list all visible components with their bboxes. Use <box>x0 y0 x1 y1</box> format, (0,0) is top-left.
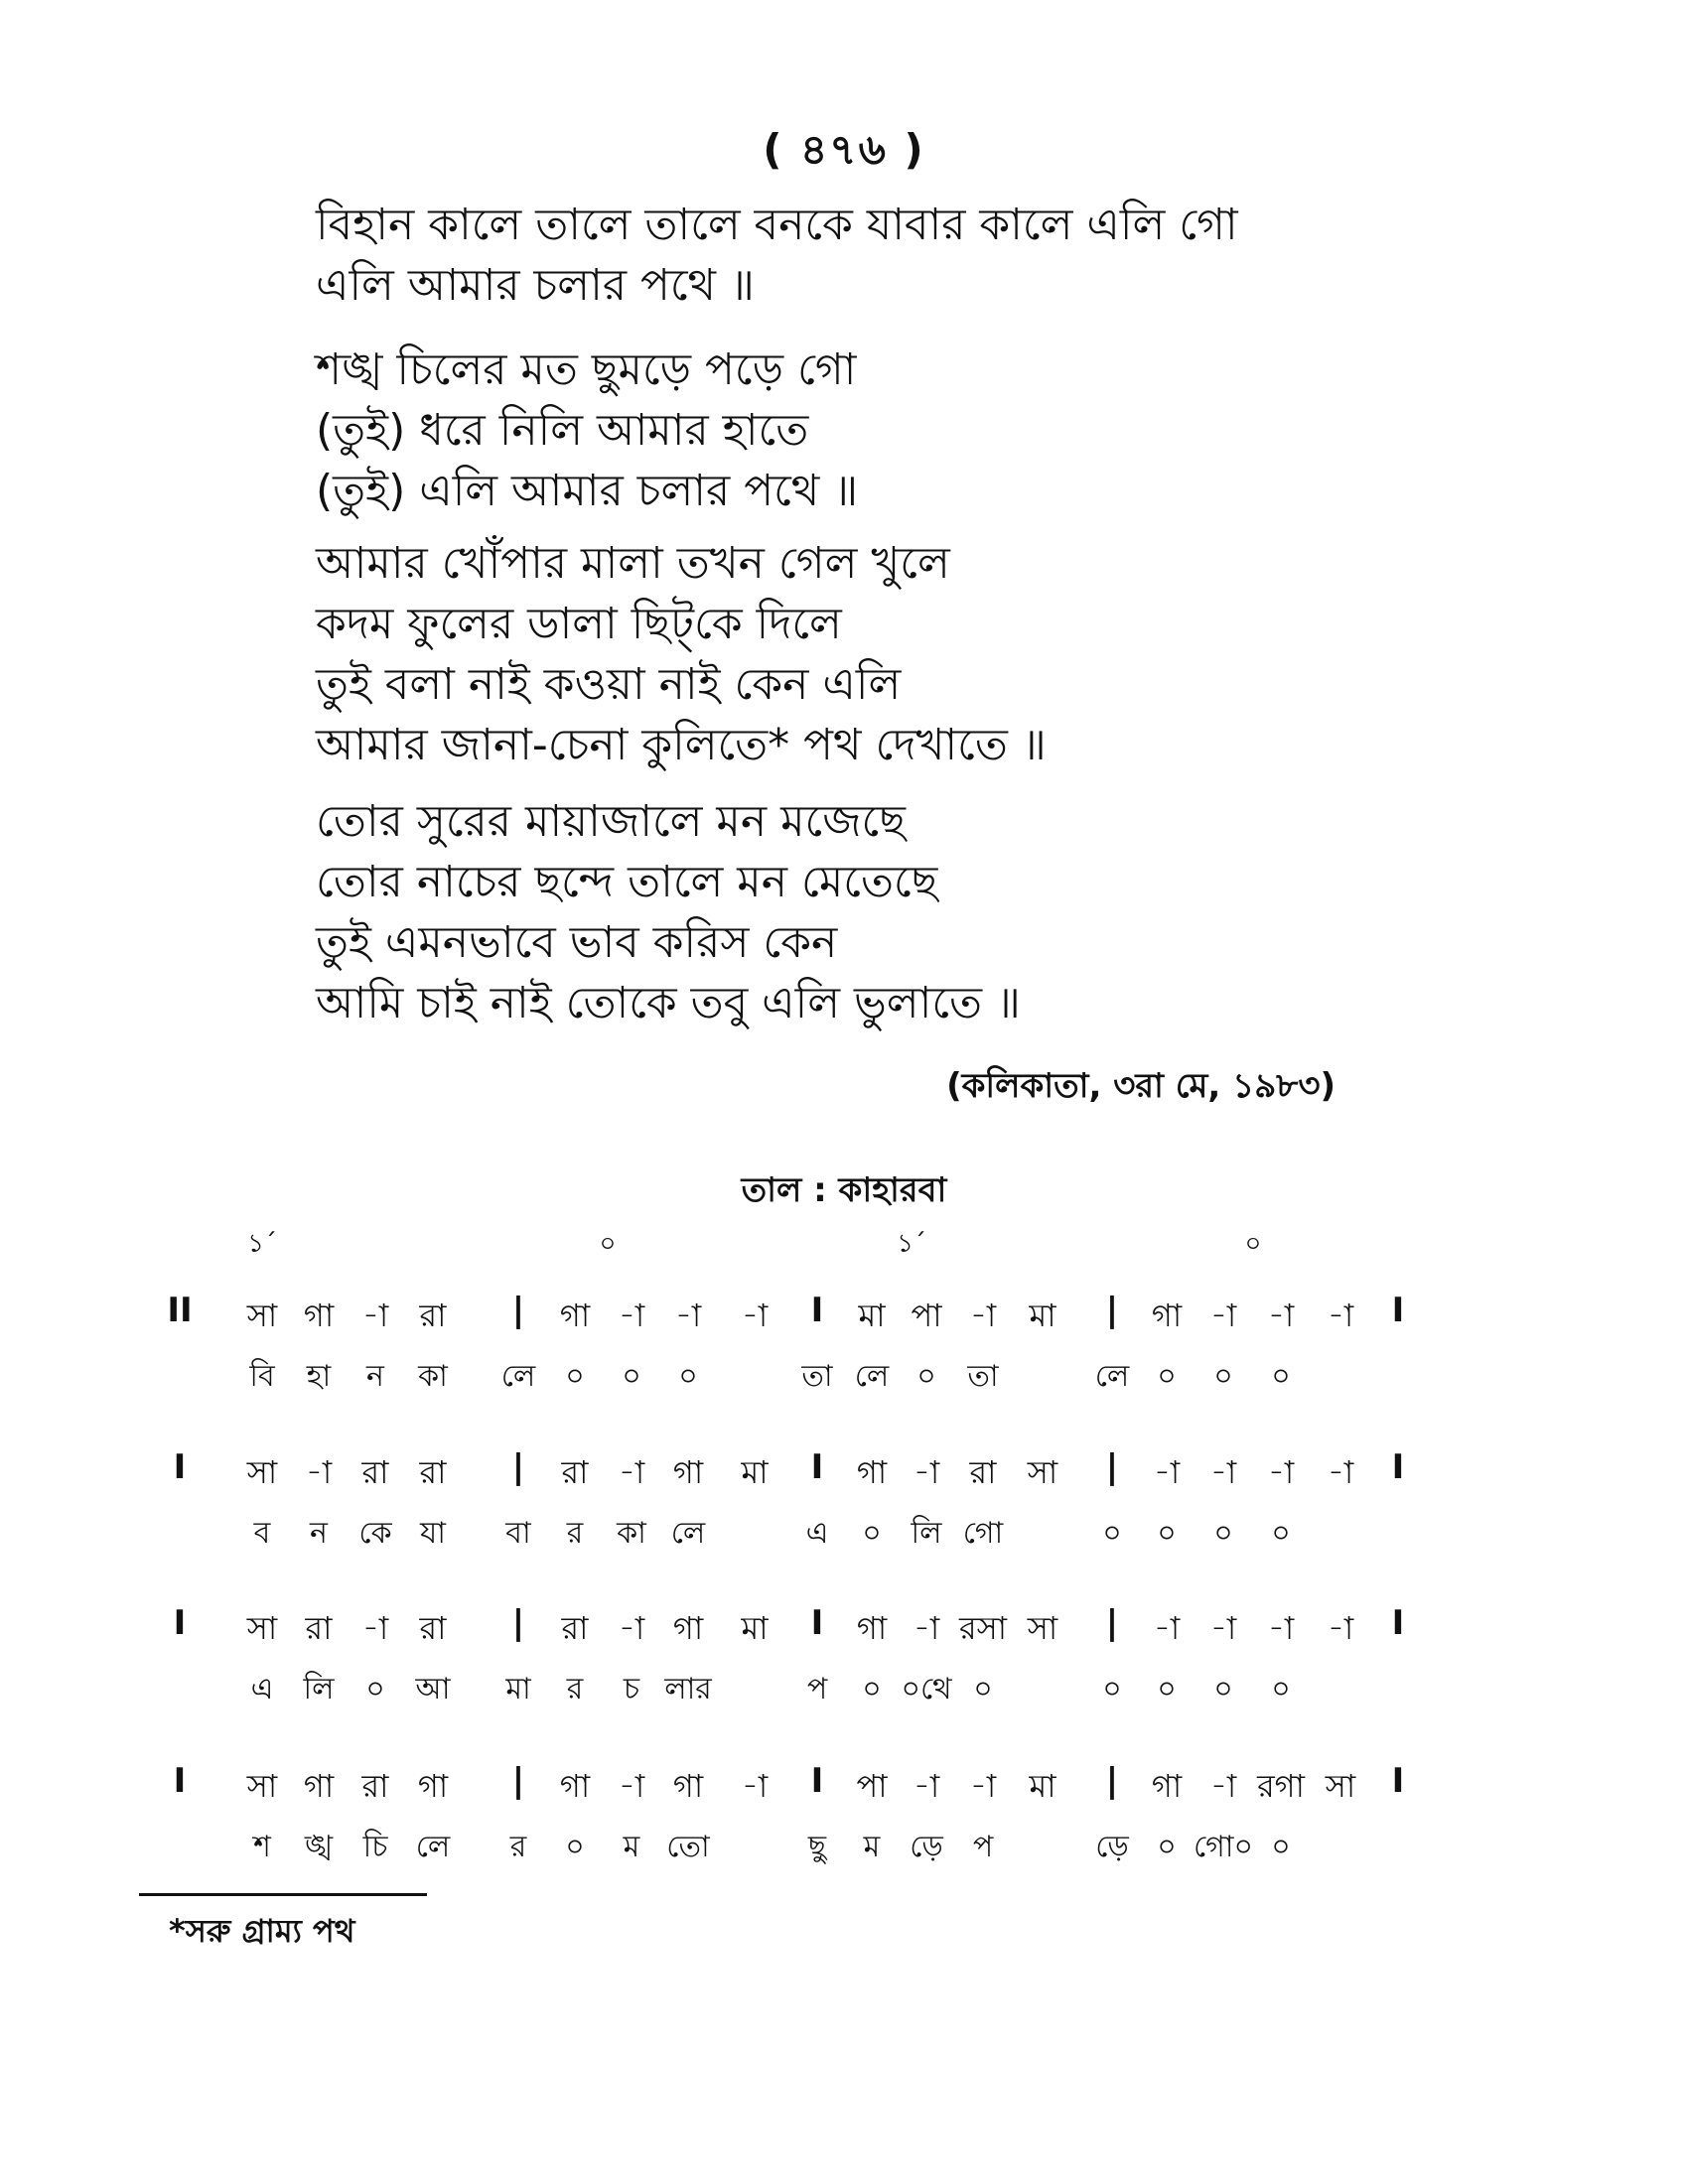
swara-note: সা <box>246 1453 278 1491</box>
swara-note: পা <box>911 1297 942 1334</box>
swara-note: রসা <box>958 1609 1008 1647</box>
lyric-syllable: কে <box>358 1516 392 1551</box>
beat-mark: ১´ <box>247 1229 277 1259</box>
lyric-syllable: ০ <box>565 1830 585 1864</box>
swara-note: -া <box>1209 1297 1237 1334</box>
swara-note: গা <box>1151 1767 1183 1805</box>
bar-line: II <box>167 1291 193 1330</box>
bar-line: I <box>810 1603 824 1643</box>
lyric-syllable: লে <box>500 1359 536 1394</box>
poem-line: (তুই) এলি আমার চলার পথে ॥ <box>316 466 859 516</box>
footnote: *সরু গ্রাম্য পথ <box>169 1912 355 1950</box>
lyric-syllable: ড়ে <box>910 1830 943 1864</box>
swara-note: রা <box>361 1767 389 1805</box>
swara-note: -া <box>969 1297 997 1334</box>
lyric-syllable: গো০ <box>1193 1830 1254 1864</box>
lyric-syllable: তা <box>801 1359 833 1394</box>
swara-note: সা <box>1027 1453 1058 1491</box>
lyric-syllable: লার <box>664 1672 712 1706</box>
swara-note: -া <box>1153 1453 1181 1491</box>
lyric-syllable: র <box>566 1672 584 1706</box>
swara-note: মা <box>1029 1297 1056 1334</box>
swara-note: -া <box>618 1609 645 1647</box>
lyric-syllable: লি <box>911 1516 942 1551</box>
swara-note: -া <box>1267 1609 1295 1647</box>
lyric-syllable: ০ <box>862 1672 882 1706</box>
lyric-syllable: চ <box>623 1672 640 1706</box>
swara-note: রা <box>561 1609 589 1647</box>
bar-line: I <box>173 1603 187 1643</box>
swara-note: -া <box>913 1767 940 1805</box>
lyric-syllable: ০ <box>1271 1830 1291 1864</box>
lyric-syllable: ০ <box>1157 1516 1177 1551</box>
swara-note: -া <box>1327 1453 1354 1491</box>
lyric-syllable: ব <box>253 1516 271 1551</box>
lyric-syllable: লে <box>1094 1359 1130 1394</box>
bar-line: | <box>1105 1291 1119 1330</box>
lyric-syllable: লে <box>854 1359 890 1394</box>
lyric-syllable: গো <box>962 1516 1004 1551</box>
swara-note: -া <box>1209 1609 1237 1647</box>
bar-line: I <box>810 1761 824 1801</box>
swara-note: রা <box>419 1297 447 1334</box>
swara-note: গা <box>672 1767 704 1805</box>
lyric-syllable: কা <box>418 1359 448 1394</box>
lyric-syllable: ০ <box>1271 1672 1291 1706</box>
swara-note: গা <box>417 1767 449 1805</box>
swara-note: -া <box>1327 1297 1354 1334</box>
lyric-syllable: কা <box>617 1516 646 1551</box>
lyric-syllable: ০ <box>1213 1359 1233 1394</box>
lyric-syllable: ০ <box>565 1359 585 1394</box>
swara-note: গা <box>856 1453 888 1491</box>
swara-note: গা <box>303 1767 335 1805</box>
swara-note: -া <box>305 1453 333 1491</box>
lyric-syllable: ০ <box>1271 1359 1291 1394</box>
lyric-syllable: আ <box>415 1672 451 1706</box>
swara-note: সা <box>1027 1609 1058 1647</box>
bar-line: I <box>173 1761 187 1801</box>
beat-mark: ০ <box>599 1229 617 1259</box>
swara-note: গা <box>559 1767 591 1805</box>
swara-note: রা <box>361 1453 389 1491</box>
lyric-syllable: র <box>509 1830 527 1864</box>
poem-line: আমার খোঁপার মালা তখন গেল খুলে <box>316 538 950 589</box>
swara-note: গা <box>559 1297 591 1334</box>
swara-note: -া <box>969 1767 997 1805</box>
bar-line: | <box>511 1447 525 1487</box>
lyric-syllable: ন <box>366 1359 384 1394</box>
bar-line: | <box>511 1603 525 1643</box>
lyric-syllable: হা <box>306 1359 332 1394</box>
swara-note: -া <box>1327 1609 1354 1647</box>
stanza-4 <box>316 791 1408 1033</box>
lyric-syllable: ০ <box>1157 1359 1177 1394</box>
lyric-syllable: ০ <box>678 1359 698 1394</box>
lyric-syllable: ০ <box>1157 1830 1177 1864</box>
lyric-syllable: ০ <box>1213 1516 1233 1551</box>
lyric-syllable: লি <box>303 1672 335 1706</box>
swara-note: মা <box>741 1609 769 1647</box>
lyric-syllable: এ <box>805 1516 829 1551</box>
swara-note: রা <box>305 1609 333 1647</box>
lyric-syllable: ড়ে <box>1095 1830 1129 1864</box>
poem-line: (তুই) ধরে নিলি আমার হাতে <box>316 405 809 456</box>
lyric-syllable: ন <box>310 1516 328 1551</box>
footnote-divider <box>139 1893 427 1896</box>
swara-note: রা <box>419 1453 447 1491</box>
bar-line: | <box>1105 1447 1119 1487</box>
lyric-syllable: তা <box>967 1359 999 1394</box>
beat-mark: ০ <box>1244 1229 1262 1259</box>
lyric-syllable: ০ <box>1102 1516 1122 1551</box>
swara-note: -া <box>1209 1453 1237 1491</box>
swara-note: -া <box>1209 1767 1237 1805</box>
bar-line: | <box>511 1291 525 1330</box>
swara-note: সা <box>246 1767 278 1805</box>
stanza-3 <box>316 533 1408 775</box>
swara-note: পা <box>856 1767 888 1805</box>
lyric-syllable: লে <box>415 1830 451 1864</box>
swara-note: -া <box>618 1453 645 1491</box>
swara-note: -া <box>1267 1453 1295 1491</box>
lyric-syllable: বি <box>249 1359 275 1394</box>
lyric-syllable: চি <box>362 1830 388 1864</box>
bar-line: I <box>810 1447 824 1487</box>
swara-note: সা <box>1325 1767 1356 1805</box>
lyric-syllable: বা <box>505 1516 531 1551</box>
bar-line: I <box>810 1291 824 1330</box>
lyric-syllable: প <box>806 1672 828 1706</box>
poem-line: কদম ফুলের ডালা ছিট্‌কে দিলে <box>316 599 842 649</box>
swara-note: গা <box>672 1453 704 1491</box>
swara-note: মা <box>1029 1767 1056 1805</box>
swara-note: -া <box>741 1767 769 1805</box>
poem-line: এলি আমার চলার পথে ॥ <box>316 260 755 311</box>
tala-heading: তাল : কাহারবা <box>741 1170 947 1210</box>
poem-line: বিহান কালে তালে তালে বনকে যাবার কালে এলি গো <box>316 200 1238 250</box>
stanza-2 <box>316 340 1408 521</box>
swara-note: গা <box>672 1609 704 1647</box>
lyric-syllable: ০ <box>862 1516 882 1551</box>
lyric-syllable: ০থে <box>901 1672 952 1706</box>
bar-line: | <box>1105 1603 1119 1643</box>
bar-line: I <box>1391 1761 1405 1801</box>
poem-line: শঙ্খ চিলের মত ছুমড়ে পড়ে গো <box>316 344 857 395</box>
swara-note: -া <box>1153 1609 1181 1647</box>
bar-line: I <box>1391 1447 1405 1487</box>
bar-line: I <box>1391 1603 1405 1643</box>
lyric-syllable: প <box>972 1830 994 1864</box>
bar-line: | <box>511 1761 525 1801</box>
swara-note: -া <box>741 1297 769 1334</box>
bar-line: I <box>1391 1291 1405 1330</box>
poem-line: তোর নাচের ছন্দে তালে মন মেতেছে <box>316 857 938 907</box>
swara-note: রা <box>419 1609 447 1647</box>
lyric-syllable: এ <box>250 1672 274 1706</box>
lyric-syllable: ঙ্খ <box>304 1830 334 1864</box>
poem-line: আমি চাই নাই তোকে তবু এলি ভুলাতে ॥ <box>316 978 1021 1028</box>
poem-line: তুই বলা নাই কওয়া নাই কেন এলি <box>316 659 902 710</box>
swara-note: গা <box>303 1297 335 1334</box>
lyric-syllable: ০ <box>1271 1516 1291 1551</box>
lyric-syllable: ০ <box>1102 1672 1122 1706</box>
lyric-syllable: যা <box>420 1516 446 1551</box>
poem-line: আমার জানা-চেনা কুলিতে* পথ দেখাতে ॥ <box>316 720 1047 770</box>
lyric-syllable: ০ <box>365 1672 385 1706</box>
lyric-syllable: লে <box>670 1516 706 1551</box>
stanza-1 <box>316 195 1408 316</box>
lyric-syllable: ছু <box>807 1830 827 1864</box>
swara-note: সা <box>246 1609 278 1647</box>
bar-line: I <box>173 1447 187 1487</box>
lyric-syllable: শ <box>253 1830 271 1864</box>
swara-note: মা <box>858 1297 886 1334</box>
poem-line: তুই এমনভাবে ভাব করিস কেন <box>316 917 838 968</box>
poem-line: তোর সুরের মায়াজালে মন মজেছে <box>316 796 906 847</box>
swara-note: -া <box>913 1609 940 1647</box>
beat-mark: ১´ <box>897 1229 926 1259</box>
page-number: ( ৪৭৬ ) <box>763 125 925 174</box>
swara-note: -া <box>618 1297 645 1334</box>
swara-note: গা <box>1151 1297 1183 1334</box>
swara-note: -া <box>361 1297 389 1334</box>
lyric-syllable: ০ <box>1213 1672 1233 1706</box>
swara-note: সা <box>246 1297 278 1334</box>
swara-note: -া <box>618 1767 645 1805</box>
bar-line: | <box>1105 1761 1119 1801</box>
lyric-syllable: তো <box>666 1830 710 1864</box>
lyric-syllable: ম <box>623 1830 640 1864</box>
swara-note: -া <box>361 1609 389 1647</box>
swara-note: -া <box>674 1297 702 1334</box>
lyric-syllable: ০ <box>622 1359 641 1394</box>
composition-source: (কলিকাতা, ৩রা মে, ১৯৮৩) <box>946 1066 1336 1106</box>
swara-note: -া <box>913 1453 940 1491</box>
lyric-syllable: ০ <box>973 1672 993 1706</box>
swara-note: মা <box>741 1453 769 1491</box>
swara-note: -া <box>1267 1297 1295 1334</box>
swara-note: রা <box>561 1453 589 1491</box>
lyric-syllable: ০ <box>1157 1672 1177 1706</box>
lyric-syllable: মা <box>505 1672 531 1706</box>
swara-note: রা <box>969 1453 997 1491</box>
lyric-syllable: ০ <box>916 1359 936 1394</box>
swara-note: রগা <box>1257 1767 1305 1805</box>
lyric-syllable: ম <box>863 1830 881 1864</box>
lyric-syllable: র <box>566 1516 584 1551</box>
swara-note: গা <box>856 1609 888 1647</box>
